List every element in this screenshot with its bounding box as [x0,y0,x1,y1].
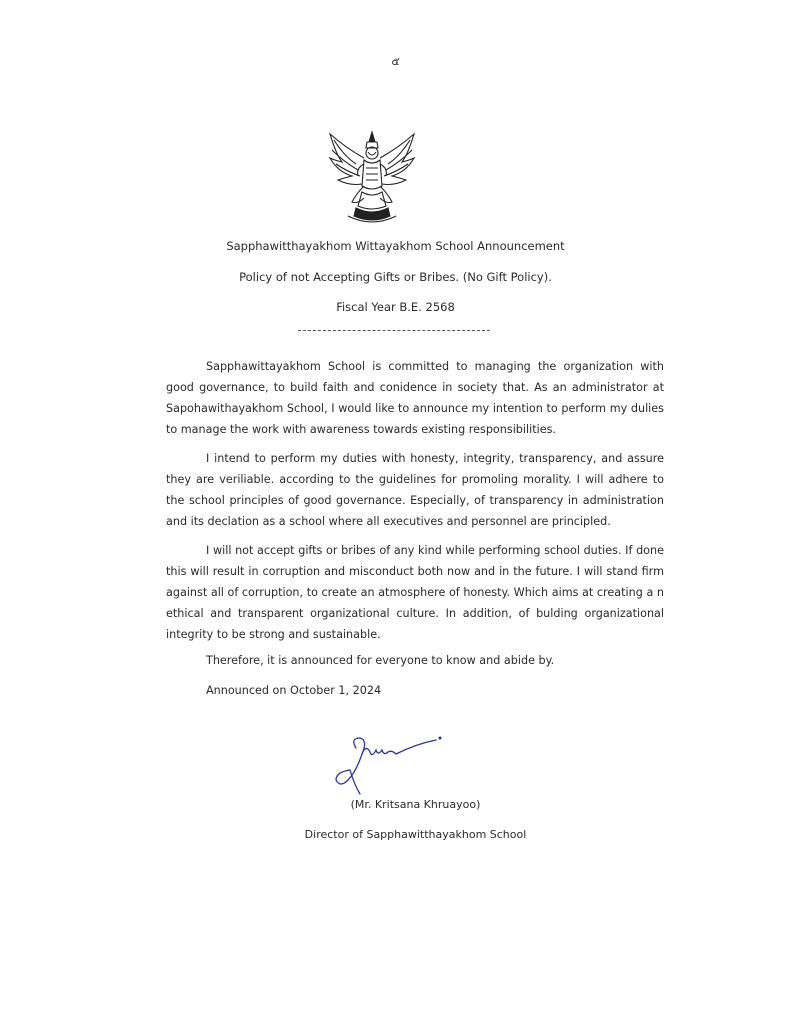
fiscal-year: Fiscal Year B.E. 2568 [336,300,455,314]
page-number: ๕ [391,55,400,68]
paragraph-intention: I intend to perform my duties with honesty, integrity, transparency, and assure they are veriliable. according to the guidelines for promoling morality. I will adhere to the school principles of good governance. Especially, of transparency in administration and its declation as a school where all executives and personnel are principled. [166,452,664,528]
announcement-heading: Sapphawitthayakhom Wittayakhom School Announcement [226,239,565,253]
paragraph-no-gifts: I will not accept gifts or bribes of any kind while performing school duties. If done this will result in corruption and misconduct both now and in the future. I will stand firm against all of corruption, to create an atmosphere of honesty. Which aims at creating a n ethical and transparent organizational culture. In addition, of bulding organizational integrity to be strong and sustainable. [166,544,664,641]
garuda-emblem-icon [326,128,418,228]
paragraph-commitment: Sapphawittayakhom School is committed to managing the organization with good governance, to build faith and conidence in society that. As an administrator at Sapohawithayakhom School, I would like to announce my intention to perform my dulies to manage the work with awareness towards existing responsibilities. [166,360,664,436]
signer-title: Director of Sapphawitthayakhom School [304,828,527,841]
signature-icon [326,728,446,796]
paragraph-closing: Therefore, it is announced for everyone to know and abide by. [206,654,555,667]
divider [298,330,490,331]
signer-name: (Mr. Kritsana Khruayoo) [350,798,481,811]
policy-title: Policy of not Accepting Gifts or Bribes. (No Gift Policy). [239,270,552,284]
announcement-date: Announced on October 1, 2024 [206,684,382,697]
